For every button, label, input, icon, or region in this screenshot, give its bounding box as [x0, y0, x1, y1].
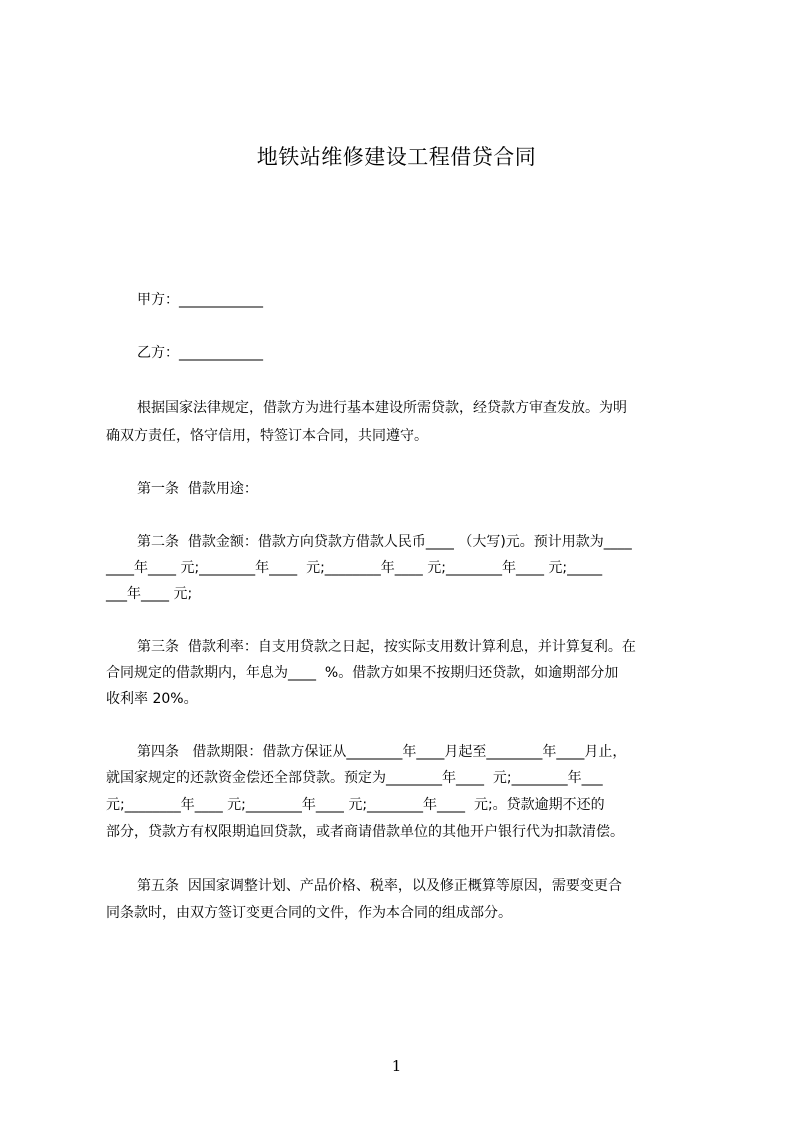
page-number: 1 [391, 1057, 402, 1075]
article-2-line: ___年____ 元; [106, 586, 193, 602]
article-4-line: 就国家规定的还款资金偿还全部贷款。预定为________年____ 元;________年___ [106, 770, 603, 786]
party-a-line: 甲方：____________ [137, 292, 263, 308]
article-5-line: 第五条 因国家调整计划、产品价格、税率，以及修正概算等原因，需要变更合 [137, 878, 622, 894]
preamble-line: 确双方责任，恪守信用，特签订本合同，共同遵守。 [106, 428, 428, 444]
page-title: 地铁站维修建设工程借贷合同 [256, 145, 537, 169]
article-4-line: 部分，贷款方有权限期追回贷款，或者商请借款单位的其他开户银行代为扣款清偿。 [106, 824, 624, 840]
article-2-line: ____年____ 元;________年____ 元;________年____ 元;________年____ 元;_____ [106, 560, 603, 576]
article-5-line: 同条款时，由双方签订变更合同的文件，作为本合同的组成部分。 [106, 905, 512, 921]
preamble-line: 根据国家法律规定，借款方为进行基本建设所需贷款，经贷款方审查发放。为明 [137, 400, 627, 416]
article-1: 第一条 借款用途： [137, 481, 258, 497]
article-4-line: 元;________年____ 元;________年____ 元;________年____ 元;。贷款逾期不还的 [106, 797, 605, 813]
article-3-line: 合同规定的借款期内，年息为____ %。借款方如果不按期归还贷款，如逾期部分加 [106, 665, 619, 681]
article-2-line: 第二条 借款金额：借款方向贷款方借款人民币____ （大写)元。预计用款为____ [137, 534, 632, 550]
article-3-line: 收利率 20%。 [106, 691, 198, 707]
article-4-line: 第四条 借款期限：借款方保证从________年____月起至________年____月止， [137, 744, 627, 760]
article-3-line: 第三条 借款利率：自支用贷款之日起，按实际支用数计算利息，并计算复利。在 [137, 639, 636, 655]
party-b-line: 乙方：____________ [137, 345, 263, 361]
